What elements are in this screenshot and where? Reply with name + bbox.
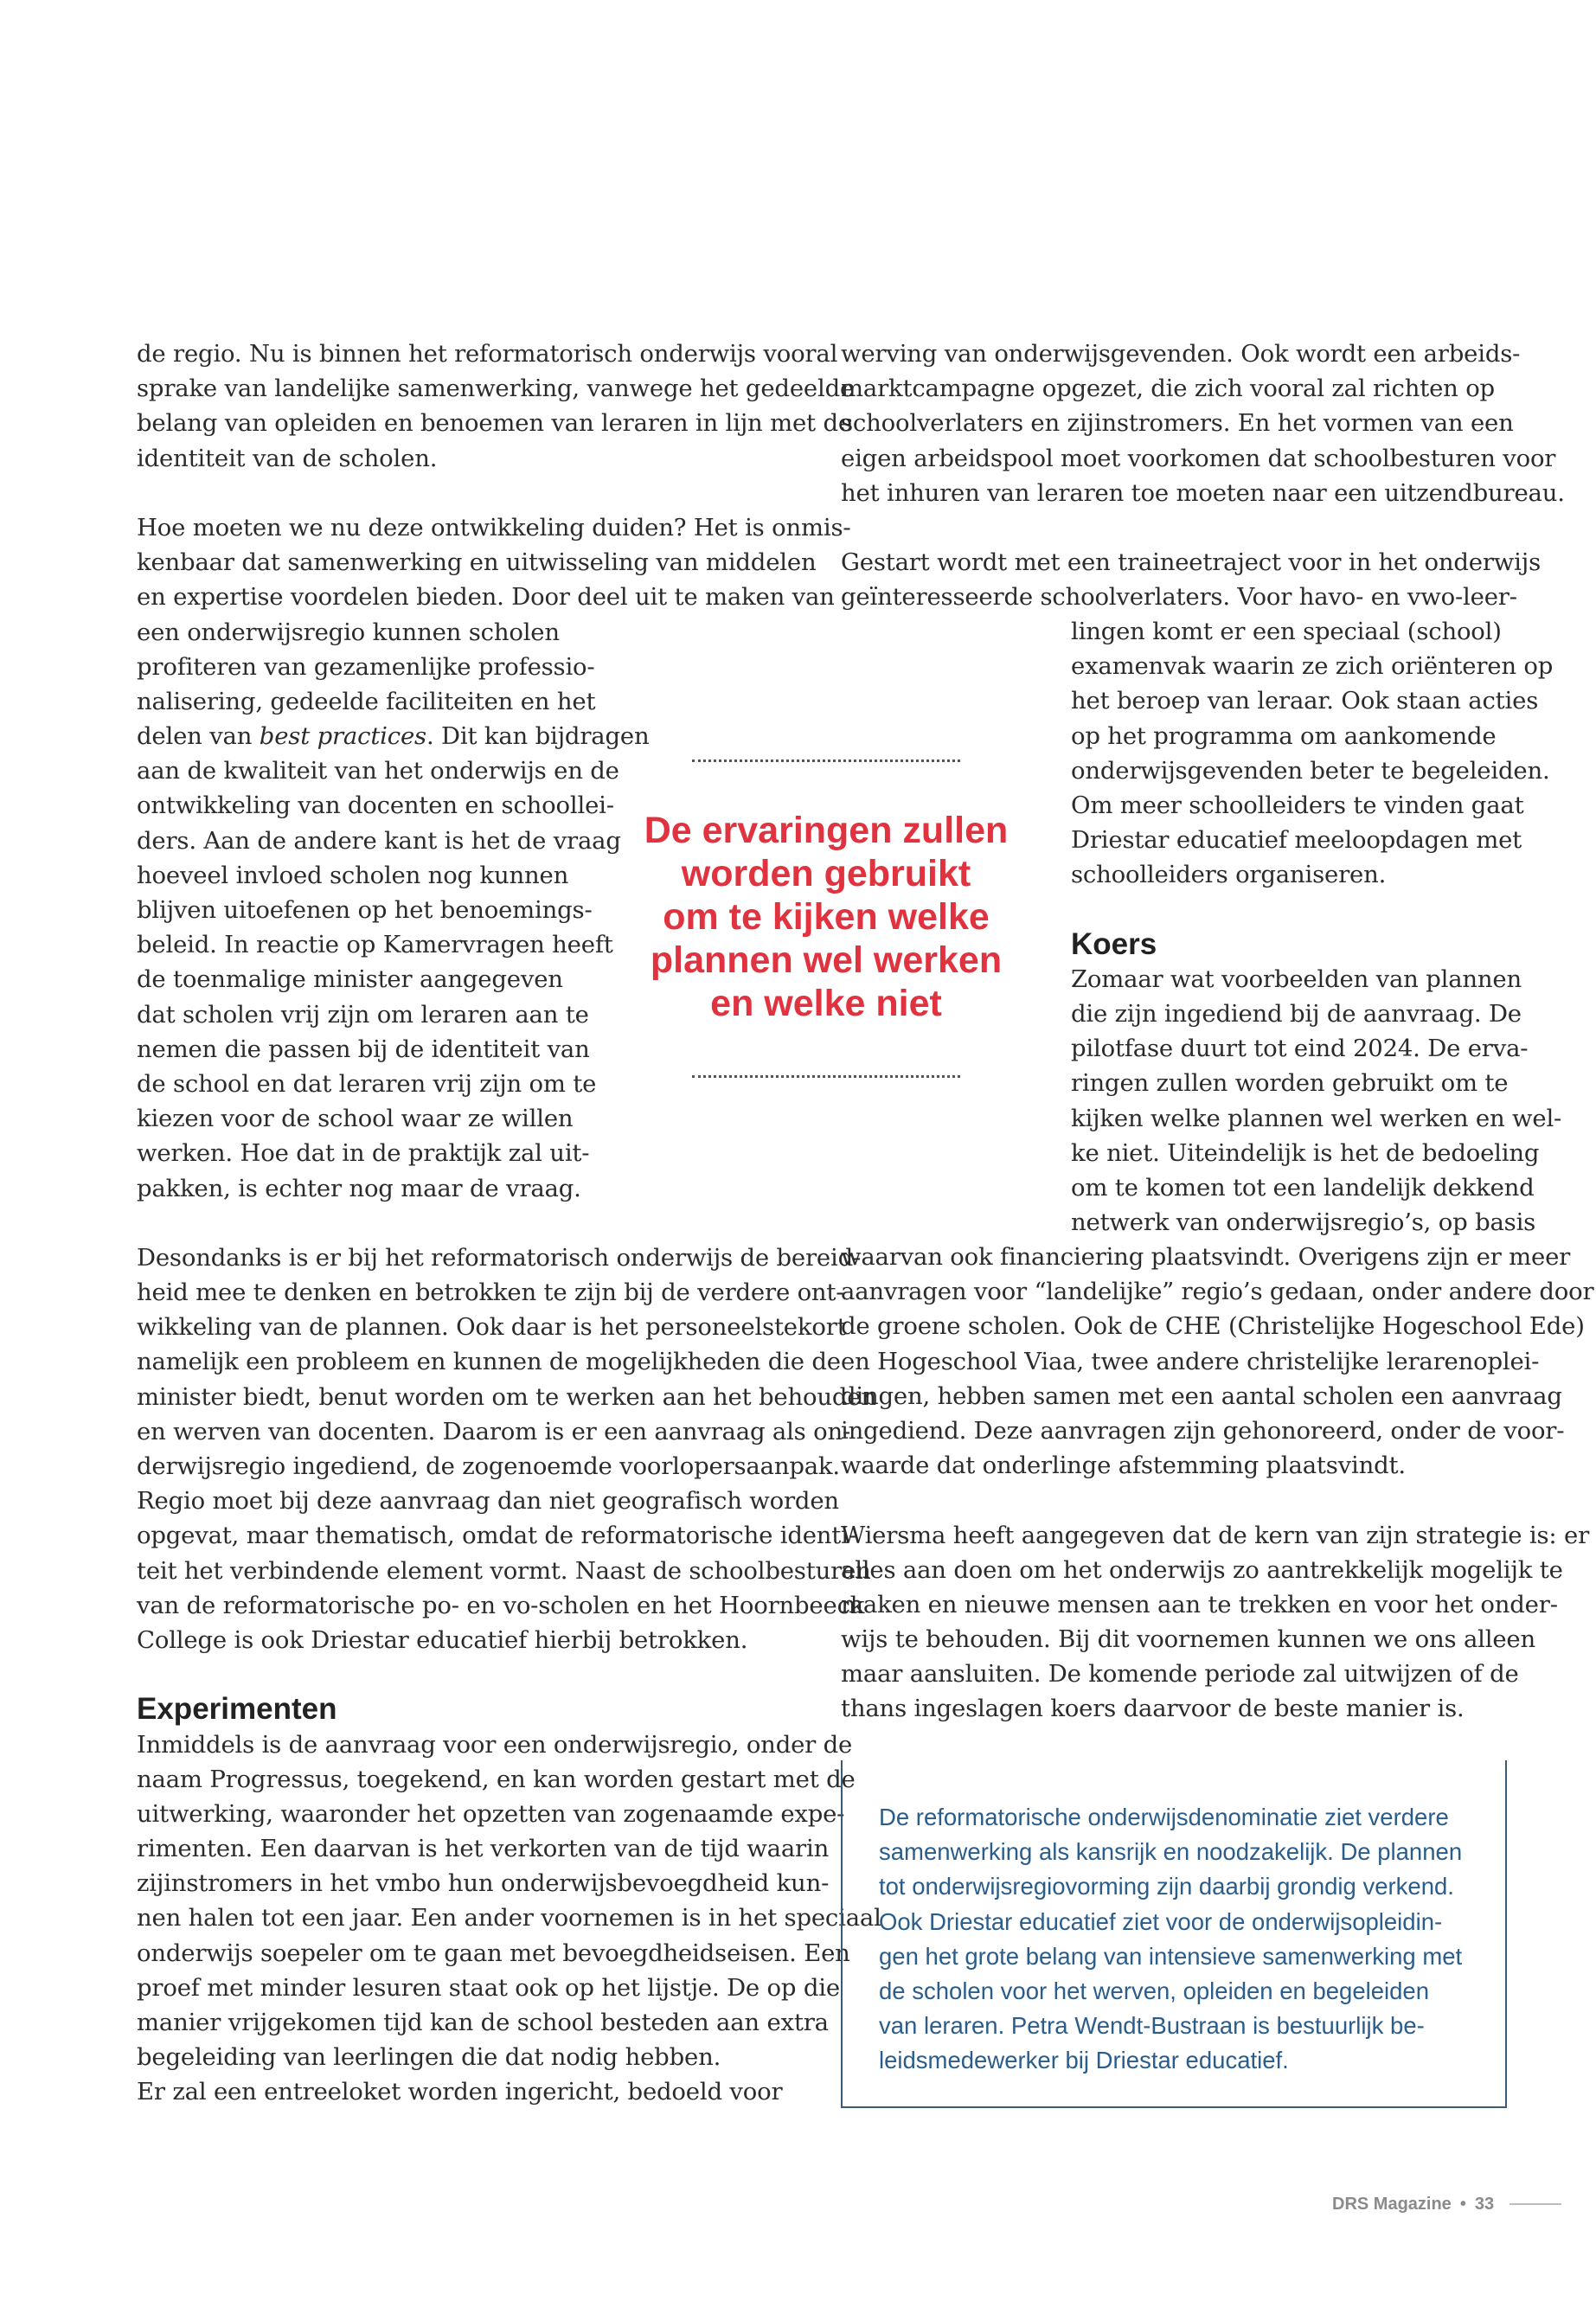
text-line: eigen arbeidspool moet voorkomen dat schoolbesturen voor <box>841 444 1556 472</box>
pull-quote-line: De ervaringen zullen <box>644 810 1009 851</box>
text-line: opgevat, maar thematisch, omdat de reformatorische identi- <box>137 1522 856 1550</box>
text-line: hoeveel invloed scholen nog kunnen <box>137 861 569 889</box>
text-line: het beroep van leraar. Ook staan acties <box>1071 687 1539 715</box>
footer-separator: • <box>1459 2194 1466 2214</box>
text-line: blijven uitoefenen op het benoemings- <box>137 896 593 924</box>
text-line: beleid. In reactie op Kamervragen heeft <box>137 931 613 959</box>
text-line: kiezen voor de school waar ze willen <box>137 1105 574 1133</box>
paragraph <box>841 545 1541 614</box>
text-line: onderwijsgevenden beter te begeleiden. <box>1071 756 1550 785</box>
text-line: wikkeling van de plannen. Ook daar is het personeelstekort <box>137 1313 847 1342</box>
text-line: een onderwijsregio kunnen scholen <box>137 618 560 646</box>
text-line: Zomaar wat voorbeelden van plannen <box>1071 965 1522 993</box>
text-line: minister biedt, benut worden om te werken aan het behouden <box>137 1382 876 1411</box>
text-line: delen van best practices. Dit kan bijdragen <box>137 722 650 751</box>
text-line: het inhuren van leraren toe moeten naar een uitzendbureau. <box>841 478 1565 507</box>
author-info-box <box>841 1760 1507 2108</box>
text-line: ringen zullen worden gebruikt om te <box>1071 1069 1509 1098</box>
pull-quote-bottom-rule <box>692 1075 960 1078</box>
text-line: manier vrijgekomen tijd kan de school besteden aan extra <box>137 2009 829 2036</box>
text-line: Hoe moeten we nu deze ontwikkeling duiden? Het is onmis- <box>137 513 851 542</box>
text-line: dat scholen vrij zijn om leraren aan te <box>137 1000 589 1029</box>
pull-quote <box>623 809 1029 1025</box>
text-line: die zijn ingediend bij de aanvraag. De <box>1071 1000 1522 1029</box>
text-line: derwijsregio ingediend, de zogenoemde voorlopersaanpak. <box>137 1452 840 1480</box>
text-line: profiteren van gezamenlijke professio- <box>137 652 595 681</box>
text-line: de groene scholen. Ook de CHE (Christelijke Hogeschool Ede) <box>841 1312 1585 1341</box>
text-line: proef met minder lesuren staat ook op het lijstje. De op die <box>137 1973 840 2002</box>
text-line: en werven van docenten. Daarom is er een aanvraag als on- <box>137 1417 851 1445</box>
text-line: naam Progressus, toegekend, en kan worden gestart met de <box>137 1765 856 1793</box>
text-line: de school en dat leraren vrij zijn om te <box>137 1069 597 1098</box>
pull-quote-top-rule <box>692 760 960 762</box>
text-line: nen halen tot een jaar. Een ander voornemen is in het speciaal <box>137 1904 881 1932</box>
text-line: de regio. Nu is binnen het reformatorisch onderwijs vooral <box>137 340 838 368</box>
text-line: College is ook Driestar educatief hierbij betrokken. <box>137 1625 748 1654</box>
info-line: samenwerking als kansrijk en noodzakelijk. De plannen <box>879 1838 1463 1866</box>
text-line: aanvragen voor “landelijke” regio’s gedaan, onder andere door <box>841 1278 1594 1306</box>
text-line: lingen komt er een speciaal (school) <box>1071 618 1502 645</box>
section-heading-experimenten: Experimenten <box>137 1692 337 1727</box>
text-line: Wiersma heeft aangegeven dat de kern van zijn strategie is: er <box>841 1521 1590 1549</box>
text-line: schoolleiders organiseren. <box>1071 861 1387 889</box>
text-line: teit het verbindende element vormt. Naast de schoolbesturen <box>137 1556 871 1585</box>
paragraph <box>137 1240 876 1657</box>
text-line: pakken, is echter nog maar de vraag. <box>137 1174 581 1202</box>
text-line: Er zal een entreeloket worden ingericht, bedoeld voor <box>137 2078 783 2106</box>
text-line: Gestart wordt met een traineetraject voor in het onderwijs <box>841 548 1541 577</box>
text-line: zijinstromers in het vmbo hun onderwijsbevoegdheid kun- <box>137 1869 830 1898</box>
info-line: De reformatorische onderwijsdenominatie ziet verdere <box>879 1804 1449 1830</box>
text-line: werving van onderwijsgevenden. Ook wordt een arbeids- <box>841 340 1521 368</box>
text-line: dingen, hebben samen met een aantal scholen een aanvraag <box>841 1381 1562 1410</box>
text-line: begeleiding van leerlingen die dat nodig hebben. <box>137 2043 721 2072</box>
text-line: sprake van landelijke samenwerking, vanwege het gedeelde <box>137 375 855 403</box>
text-line: op het programma om aankomende <box>1071 721 1497 750</box>
italic-term: best practices <box>259 722 426 751</box>
text-line: heid mee te denken en betrokken te zijn bij de verdere ont- <box>137 1279 844 1307</box>
text-line: examenvak waarin ze zich oriënteren op <box>1071 652 1554 681</box>
page-number: 33 <box>1474 2194 1495 2214</box>
right-column-bottom <box>841 1240 1594 1727</box>
pull-quote-line: plannen wel werken <box>650 939 1003 981</box>
pull-quote-line: worden gebruikt <box>681 853 971 894</box>
text-line: Desondanks is er bij het reformatorisch onderwijs de bereid- <box>137 1243 862 1272</box>
info-line: van leraren. Petra Wendt-Bustraan is bestuurlijk be- <box>879 2012 1425 2040</box>
page-footer <box>1332 2189 1561 2220</box>
text-line: marktcampagne opgezet, die zich vooral zal richten op <box>841 375 1495 403</box>
text-line: en Hogeschool Viaa, twee andere christelijke lerarenoplei- <box>841 1347 1540 1375</box>
text-line: wijs te behouden. Bij dit voornemen kunnen we ons alleen <box>841 1625 1536 1654</box>
text-line: identiteit van de scholen. <box>137 444 438 472</box>
text-line: schoolverlaters en zijinstromers. En het vormen van een <box>841 409 1514 438</box>
text-line: van de reformatorische po- en vo-scholen en het Hoornbeeck <box>137 1591 865 1619</box>
paragraph <box>841 1240 1594 1483</box>
text-line: alles aan doen om het onderwijs zo aantrekkelijk mogelijk te <box>841 1555 1563 1584</box>
info-line: gen het grote belang van intensieve samenwerking met <box>879 1942 1463 1970</box>
pull-quote-line: om te kijken welke <box>663 896 990 938</box>
text-line: kijken welke plannen wel werken en wel- <box>1071 1104 1562 1132</box>
text-line: geïnteresseerde schoolverlaters. Voor havo- en vwo-leer- <box>841 583 1517 612</box>
text-line: nemen die passen bij de identiteit van <box>137 1035 590 1063</box>
text-line: waarvan ook financiering plaatsvindt. Overigens zijn er meer <box>841 1243 1571 1271</box>
text-line: maken en nieuwe mensen aan te trekken en voor het onder- <box>841 1590 1558 1618</box>
text-line: werken. Hoe dat in de praktijk zal uit- <box>137 1139 590 1168</box>
paragraph <box>1071 614 1554 893</box>
info-line: de scholen voor het werven, opleiden en begeleiden <box>879 1977 1430 2004</box>
text-line: pilotfase duurt tot eind 2024. De erva- <box>1071 1035 1529 1063</box>
info-line: leidsmedewerker bij Driestar educatief. <box>879 2047 1289 2074</box>
text-line: Regio moet bij deze aanvraag dan niet geografisch worden <box>137 1487 839 1516</box>
text-line: onderwijs soepeler om te gaan met bevoegdheidseisen. Een <box>137 1939 850 1967</box>
paragraph <box>841 1518 1590 1727</box>
text-line: ke niet. Uiteindelijk is het de bedoeling <box>1071 1138 1540 1167</box>
text-line: waarde dat onderlinge afstemming plaatsvindt. <box>841 1452 1406 1480</box>
text-line: thans ingeslagen koers daarvoor de beste manier is. <box>841 1695 1465 1723</box>
footer-rule <box>1509 2203 1561 2205</box>
text-line: aan de kwaliteit van het onderwijs en de <box>137 757 619 785</box>
text-line: rimenten. Een daarvan is het verkorten van de tijd waarin <box>137 1835 830 1863</box>
right-column-inset <box>1071 614 1562 1240</box>
text-line: ingediend. Deze aanvragen zijn gehonoreerd, onder de voor- <box>841 1416 1565 1445</box>
text-line: Inmiddels is de aanvraag voor een onderwijsregio, onder de <box>137 1730 853 1759</box>
magazine-name: DRS Magazine <box>1332 2194 1452 2214</box>
text-line: uitwerking, waaronder het opzetten van zogenaamde expe- <box>137 1799 845 1828</box>
text-line: de toenmalige minister aangegeven <box>137 965 563 994</box>
text-line: Driestar educatief meeloopdagen met <box>1071 826 1522 855</box>
right-column-top <box>841 336 1565 615</box>
text-line: ders. Aan de andere kant is het de vraag <box>137 826 621 855</box>
paragraph <box>137 336 855 476</box>
text-line: en expertise voordelen bieden. Door deel uit te maken van <box>137 583 835 612</box>
paragraph <box>1071 962 1562 1240</box>
pull-quote-line: en welke niet <box>710 983 942 1024</box>
text-line: maar aansluiten. De komende periode zal uitwijzen of de <box>841 1660 1519 1689</box>
text-line: ontwikkeling van docenten en schoollei- <box>137 792 614 820</box>
text-line: belang van opleiden en benoemen van leraren in lijn met de <box>137 409 852 438</box>
info-line: tot onderwijsregiovorming zijn daarbij grondig verkend. <box>879 1873 1454 1900</box>
text-line: netwerk van onderwijsregio’s, op basis <box>1071 1208 1536 1237</box>
section-heading-koers: Koers <box>1071 926 1157 961</box>
text-line: Om meer schoolleiders te vinden gaat <box>1071 791 1524 819</box>
text-line: om te komen tot een landelijk dekkend <box>1071 1174 1535 1202</box>
paragraph <box>137 1727 881 2110</box>
paragraph <box>841 336 1565 510</box>
info-line: Ook Driestar educatief ziet voor de onderwijsopleidin- <box>879 1907 1443 1935</box>
text-line: nalisering, gedeelde faciliteiten en het <box>137 687 596 715</box>
text-line: namelijk een probleem en kunnen de mogelijkheden die de <box>137 1348 841 1376</box>
text-line: kenbaar dat samenwerking en uitwisseling van middelen <box>137 548 817 577</box>
